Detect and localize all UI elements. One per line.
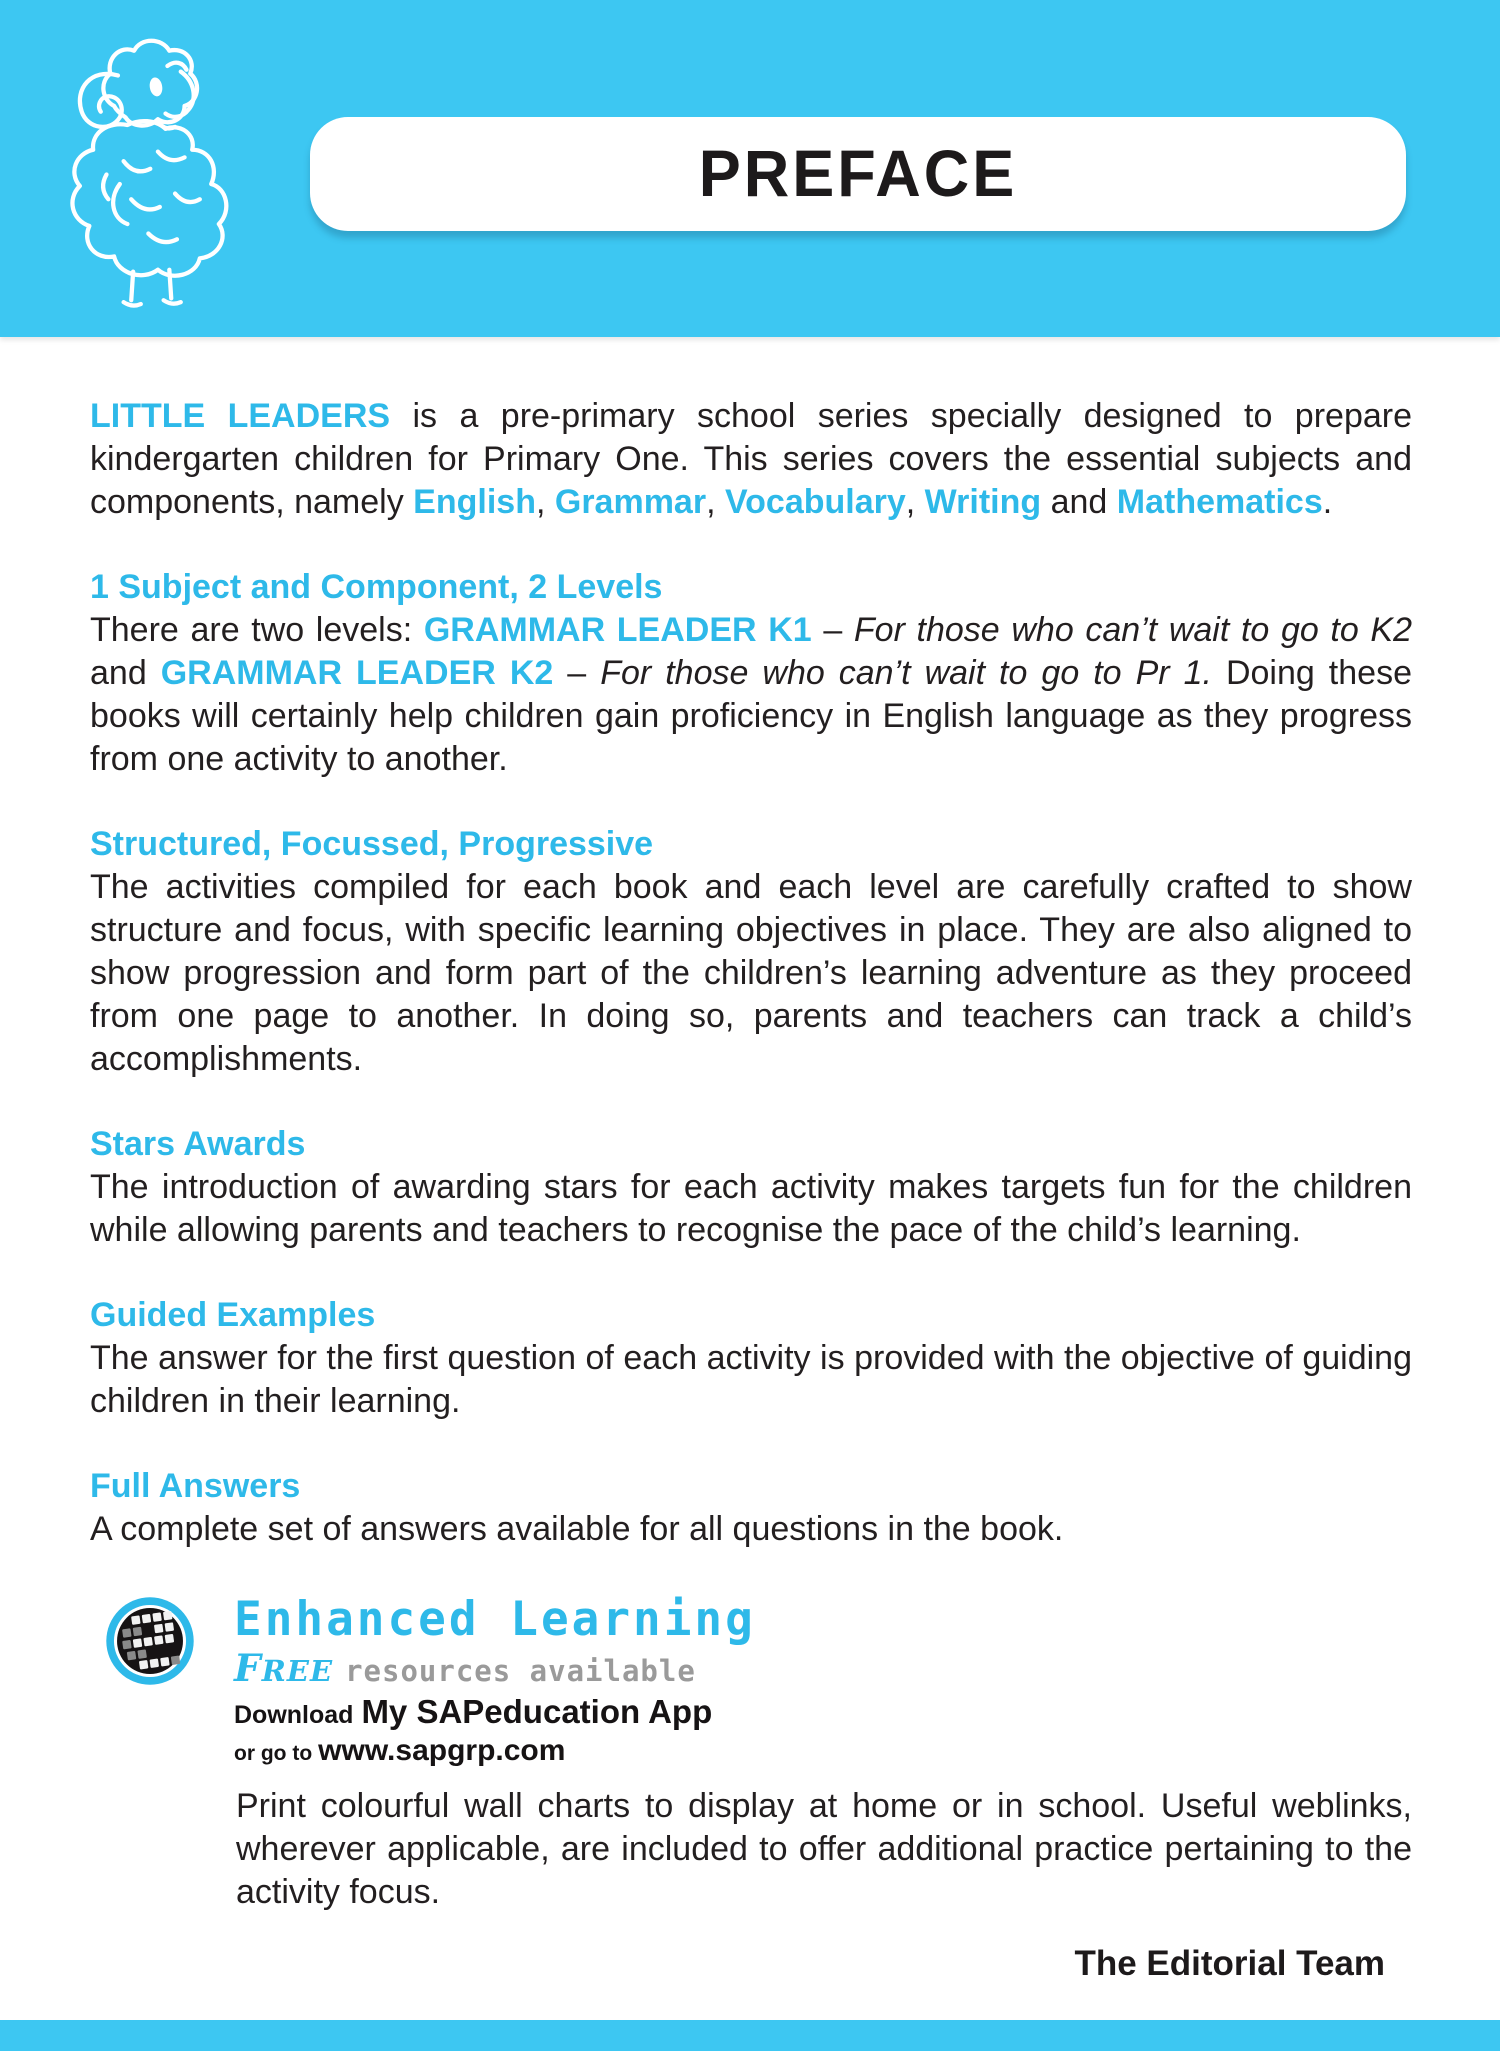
app-name: My SAPeducation App bbox=[361, 1693, 713, 1730]
section-body: The answer for the first question of each activity is provided with the objective of guiding children in their learning. bbox=[90, 1339, 1412, 1420]
enhanced-learning-description: Print colourful wall charts to display at home or in school. Useful weblinks, wherever applicable, are included to offer additional practice pertaining to the activity focus. bbox=[236, 1787, 1412, 1911]
page-title: PREFACE bbox=[698, 137, 1018, 211]
text-segment: , bbox=[905, 483, 925, 521]
enhanced-learning-text bbox=[234, 1590, 1412, 1769]
section-body bbox=[90, 609, 1412, 781]
free-resources-line bbox=[234, 1646, 1412, 1690]
footer-band bbox=[0, 2020, 1500, 2051]
section-body: The activities compiled for each book and each level are carefully crafted to show structure and focus, with specific learning objectives in place. They are also aligned to show progression and form part of the children’s learning adventure as they proceed from one page to another. In doing so, parents and teachers can track a child’s accomplishments. bbox=[90, 868, 1412, 1078]
text-segment: and bbox=[1041, 483, 1117, 521]
free-resources-label: resources available bbox=[345, 1654, 696, 1688]
series-name: LITTLE LEADERS bbox=[90, 397, 391, 435]
subject-writing: Writing bbox=[924, 483, 1042, 521]
free-label: FREE bbox=[234, 1646, 334, 1690]
goto-line bbox=[234, 1736, 1412, 1769]
text-segment: – bbox=[553, 654, 601, 692]
header-band bbox=[0, 0, 1500, 337]
text-segment: There are two levels: bbox=[90, 611, 424, 649]
subject-grammar: Grammar bbox=[554, 483, 707, 521]
section-structured bbox=[90, 823, 1412, 1081]
intro-paragraph bbox=[90, 395, 1412, 524]
website-url: www.sapgrp.com bbox=[318, 1734, 566, 1767]
book-title-k2: GRAMMAR LEADER K2 bbox=[160, 654, 554, 692]
section-heading: Structured, Focussed, Progressive bbox=[90, 825, 654, 863]
section-full-answers bbox=[90, 1465, 1412, 1551]
section-heading: Full Answers bbox=[90, 1467, 301, 1505]
goto-label: or go to bbox=[234, 1742, 313, 1765]
subject-mathematics: Mathematics bbox=[1116, 483, 1323, 521]
section-heading: 1 Subject and Component, 2 Levels bbox=[90, 568, 663, 606]
section-body: The introduction of awarding stars for each activity makes targets fun for the children while allowing parents and teachers to recognise the pace of the child’s learning. bbox=[90, 1168, 1412, 1249]
enhanced-learning-title: Enhanced Learning bbox=[234, 1590, 756, 1647]
preface-content bbox=[0, 337, 1500, 1985]
enhanced-learning-block bbox=[104, 1590, 1412, 1769]
page-title-box bbox=[310, 117, 1406, 231]
section-heading: Guided Examples bbox=[90, 1296, 376, 1334]
text-segment: and bbox=[90, 654, 161, 692]
text-segment: , bbox=[706, 483, 725, 521]
section-body: A complete set of answers available for all questions in the book. bbox=[90, 1510, 1064, 1548]
book-title-k1: GRAMMAR LEADER K1 bbox=[423, 611, 812, 649]
tagline-k1: For those who can’t wait to go to K2 bbox=[853, 611, 1412, 649]
subject-vocabulary: Vocabulary bbox=[724, 483, 906, 521]
section-stars-awards bbox=[90, 1123, 1412, 1252]
section-levels bbox=[90, 566, 1412, 781]
tagline-k2: For those who can’t wait to go to Pr 1. bbox=[600, 654, 1212, 692]
text-segment: – bbox=[811, 611, 854, 649]
editorial-team-signature: The Editorial Team bbox=[1074, 1944, 1385, 1983]
section-heading: Stars Awards bbox=[90, 1125, 306, 1163]
sheep-mascot-icon bbox=[36, 4, 236, 331]
text-segment: , bbox=[535, 483, 555, 521]
section-guided-examples bbox=[90, 1294, 1412, 1423]
subject-english: English bbox=[413, 483, 536, 521]
sap-education-logo-icon bbox=[104, 1595, 196, 1692]
text-segment: . bbox=[1322, 483, 1333, 521]
download-line bbox=[234, 1695, 1412, 1732]
text-segment: Doing these books will certainly help children gain proficiency in English language as they progress from one activity to another. bbox=[90, 654, 1412, 778]
text-segment: is a pre-primary school series specially designed to prepare kindergarten children for Primary One. This series covers the essential subjects and components, namely bbox=[90, 397, 1412, 521]
download-label: Download bbox=[234, 1701, 354, 1729]
